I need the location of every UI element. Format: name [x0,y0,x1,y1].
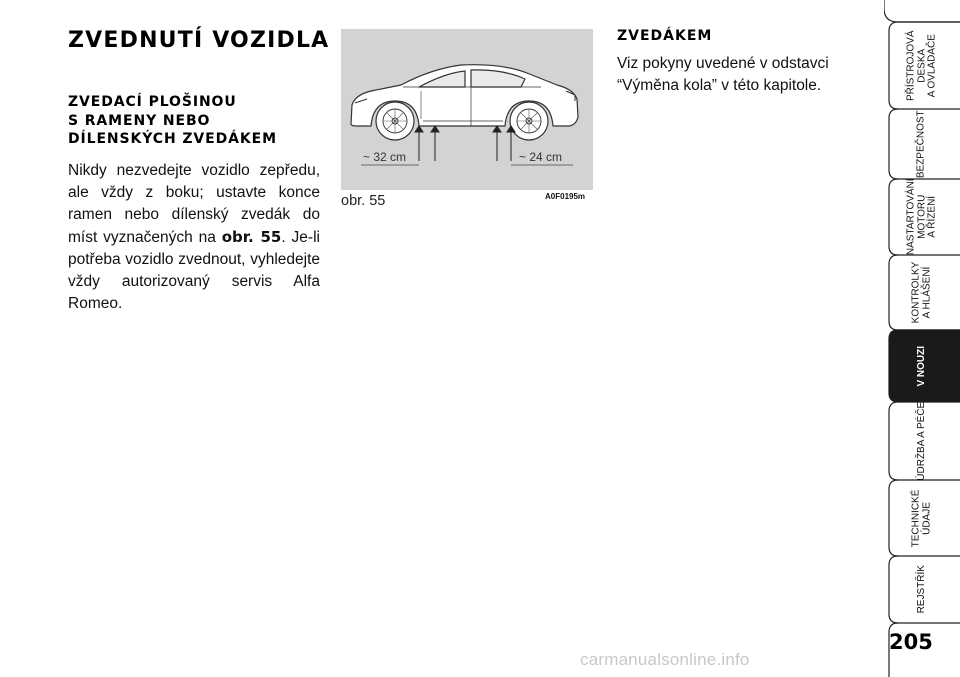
tab-pristrojova-deska[interactable] [884,22,960,109]
section-body [68,160,320,315]
subtitle-line: ZVEDACÍ PLOŠINOU [68,94,237,110]
page-title: ZVEDNUTÍ VOZIDLA [68,28,330,53]
tab-label: BEZPEČNOST [915,110,927,178]
figure-caption: obr. 55 [341,193,386,209]
section-subtitle [68,93,277,149]
jack-subtitle: ZVEDÁKEM [617,28,713,44]
tab-label: REJSTŘÍK [915,565,927,614]
tab-bezpecnost[interactable] [884,109,960,179]
subtitle-line: DÍLENSKÝCH ZVEDÁKEM [68,131,277,147]
distance-label-left: ~ 32 cm [363,150,407,164]
tab-label: KONTROLKY A HLÁŠENÍ [910,261,932,324]
tab-label: ÚDRŽBA A PÉČE [915,401,927,481]
tab-technicke-udaje[interactable] [884,480,960,556]
tab-udrzba[interactable] [884,402,960,480]
page-number: 205 [889,630,933,654]
chapter-sidebar [884,0,960,677]
car-lift-figure [341,29,593,190]
subtitle-line: S RAMENY NEBO [68,112,211,129]
car-side-view-illustration [341,29,593,190]
watermark: carmanualsonline.info [580,650,750,669]
body-text-1: Nikdy nezvedejte vozidlo zepředu, ale vždy z boku; ustavte konce ramen nebo dílenský zvedák do míst vyznačených na [68,162,320,246]
distance-label-right: ~ 24 cm [519,150,563,164]
jack-body: Viz pokyny uvedené v odstavci “Výměna kola” v této kapitole. [617,55,829,94]
body-text-2: . Je-li potřeba vozidlo zvednout, vyhledejte vždy autorizovaný servis Alfa Romeo. [68,229,320,312]
figure-code: A0F0195m [545,192,586,201]
figure-reference: obr. 55 [221,228,282,246]
tab-nastartovani[interactable] [884,179,960,255]
tab-label: TECHNICKÉ ÚDAJE [910,489,932,547]
tab-rejstrik[interactable] [884,556,960,623]
tab-label: NASTARTOVÁNÍ MOTORU A ŘÍZENÍ [905,178,938,256]
tab-v-nouzi[interactable] [884,330,960,402]
tab-kontrolky[interactable] [884,255,960,330]
tab-label: PŘÍSTROJOVÁ DESKA A OVLADAČE [905,30,938,101]
tab-label-active: V NOUZI [915,345,927,387]
